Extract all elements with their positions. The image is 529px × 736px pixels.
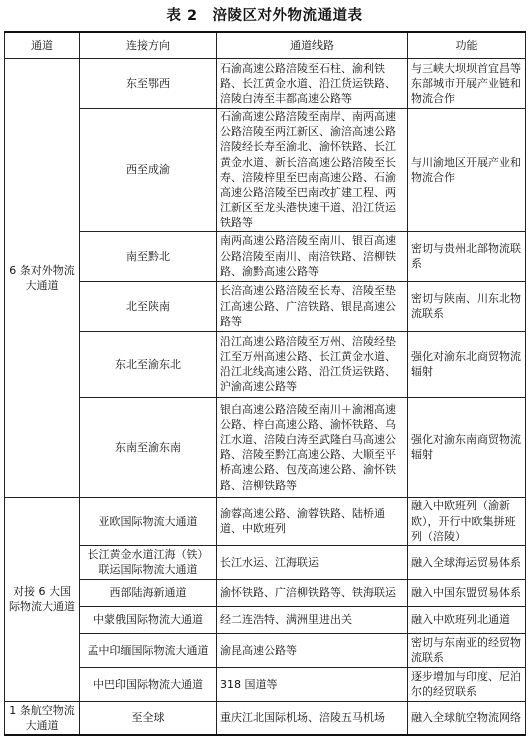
route-cell: 石渝高速公路涪陵至石柱、渝利铁路、长江黄金水道、沿江货运铁路、涪陵白涛至丰都高速公路等 <box>217 59 408 109</box>
function-cell: 密切与陕南、川东北物流联系 <box>408 281 526 331</box>
group-label: 6 条对外物流大通道 <box>5 59 80 498</box>
direction-cell: 南至黔北 <box>80 231 217 281</box>
header-route: 通道线路 <box>217 32 408 59</box>
direction-cell: 西部陆海新通道 <box>80 579 217 606</box>
function-cell: 与三峡大坝坝首宜昌等东部城市开展产业链和物流合作 <box>408 59 526 109</box>
route-cell: 渝怀铁路、广涪柳铁路等、铁海联运 <box>217 579 408 606</box>
header-direction: 连接方向 <box>80 32 217 59</box>
direction-cell: 东北至渝东北 <box>80 331 217 397</box>
table-header-row <box>5 32 526 59</box>
route-cell: 沿江高速公路涪陵至万州、涪陵经垫江至万州高速公路、长江黄金水道、沿江北线高速公路、沿江货运铁路、沪渝高速公路等 <box>217 331 408 397</box>
function-cell: 强化对渝东北商贸物流辐射 <box>408 331 526 397</box>
function-cell: 融入中欧班列北通道 <box>408 606 526 633</box>
table-row <box>5 331 526 397</box>
header-function: 功能 <box>408 32 526 59</box>
function-cell: 与川渝地区开展产业和物流合作 <box>408 109 526 232</box>
function-cell: 密切与贵州北部物流联系 <box>408 231 526 281</box>
route-cell: 银白高速公路涪陵至南川＋渝湘高速公路、梓白高速公路、渝怀铁路、乌江水道、涪陵白涛至武隆白马高速公路、涪陵至黔江高速公路、大顺至平桥高速公路、包茂高速公路、渝怀铁路、涪柳铁路等 <box>217 397 408 497</box>
table-row <box>5 545 526 579</box>
direction-cell: 中蒙俄国际物流大通道 <box>80 606 217 633</box>
table-title: 表 2 涪陵区对外物流通道表 <box>166 8 363 24</box>
function-cell: 逐步增加与印度、尼泊尔的经贸联系 <box>408 667 526 701</box>
route-cell: 长涪高速公路涪陵至长寿、涪陵至垫江高速公路、广涪铁路、银昆高速公路等 <box>217 281 408 331</box>
direction-cell: 北至陕南 <box>80 281 217 331</box>
route-cell: 经二连浩特、满洲里进出关 <box>217 606 408 633</box>
table-row <box>5 397 526 497</box>
direction-cell: 东南至渝东南 <box>80 397 217 497</box>
direction-cell: 中巴印国际物流大通道 <box>80 667 217 701</box>
group-label: 1 条航空物流大通道 <box>5 701 80 735</box>
route-cell: 长江水运、江海联运 <box>217 545 408 579</box>
table-row <box>5 59 526 109</box>
table-row <box>5 579 526 606</box>
function-cell: 强化对渝东南商贸物流辐射 <box>408 397 526 497</box>
route-cell: 南两高速公路涪陵至南川、银百高速公路涪陵至南川、南涪铁路、涪柳铁路、渝黔高速公路等 <box>217 231 408 281</box>
table-row <box>5 633 526 667</box>
direction-cell: 亚欧国际物流大通道 <box>80 497 217 545</box>
route-cell: 渝昆高速公路等 <box>217 633 408 667</box>
route-cell: 重庆江北国际机场、涪陵五马机场 <box>217 701 408 735</box>
table-row <box>5 667 526 701</box>
direction-cell: 至全球 <box>80 701 217 735</box>
direction-cell: 东至鄂西 <box>80 59 217 109</box>
table-row <box>5 497 526 545</box>
function-cell: 融入中欧班列（渝新欧），开行中欧集拼班列（涪陵） <box>408 497 526 545</box>
table-row <box>5 231 526 281</box>
route-cell: 石渝高速公路涪陵至南岸、南两高速公路涪陵至两江新区、渝涪高速公路涪陵经长寿至渝北、渝怀铁路、长江黄金水道、新长涪高速公路涪陵至长寿、涪陵梓里至巴南高速公路、石渝高速公路涪陵至巴南改扩建工程、两江新区至龙头港快速干道、沿江货运铁路等 <box>217 109 408 232</box>
direction-cell: 西至成渝 <box>80 109 217 232</box>
logistics-channel-table <box>4 31 526 736</box>
header-channel: 通道 <box>5 32 80 59</box>
table-row <box>5 281 526 331</box>
group-label: 对接 6 大国际物流大通道 <box>5 497 80 701</box>
direction-cell: 长江黄金水道江海（铁）联运国际物流大通道 <box>80 545 217 579</box>
table-row <box>5 606 526 633</box>
route-cell: 318 国道等 <box>217 667 408 701</box>
route-cell: 渝蓉高速公路、渝蓉铁路、陆桥通道、中欧班列 <box>217 497 408 545</box>
function-cell: 融入全球航空物流网络 <box>408 701 526 735</box>
function-cell: 融入中国东盟贸易体系 <box>408 579 526 606</box>
table-row <box>5 109 526 232</box>
function-cell: 密切与东南亚的经贸物流联系 <box>408 633 526 667</box>
direction-cell: 孟中印缅国际物流大通道 <box>80 633 217 667</box>
table-row <box>5 701 526 735</box>
function-cell: 融入全球海运贸易体系 <box>408 545 526 579</box>
